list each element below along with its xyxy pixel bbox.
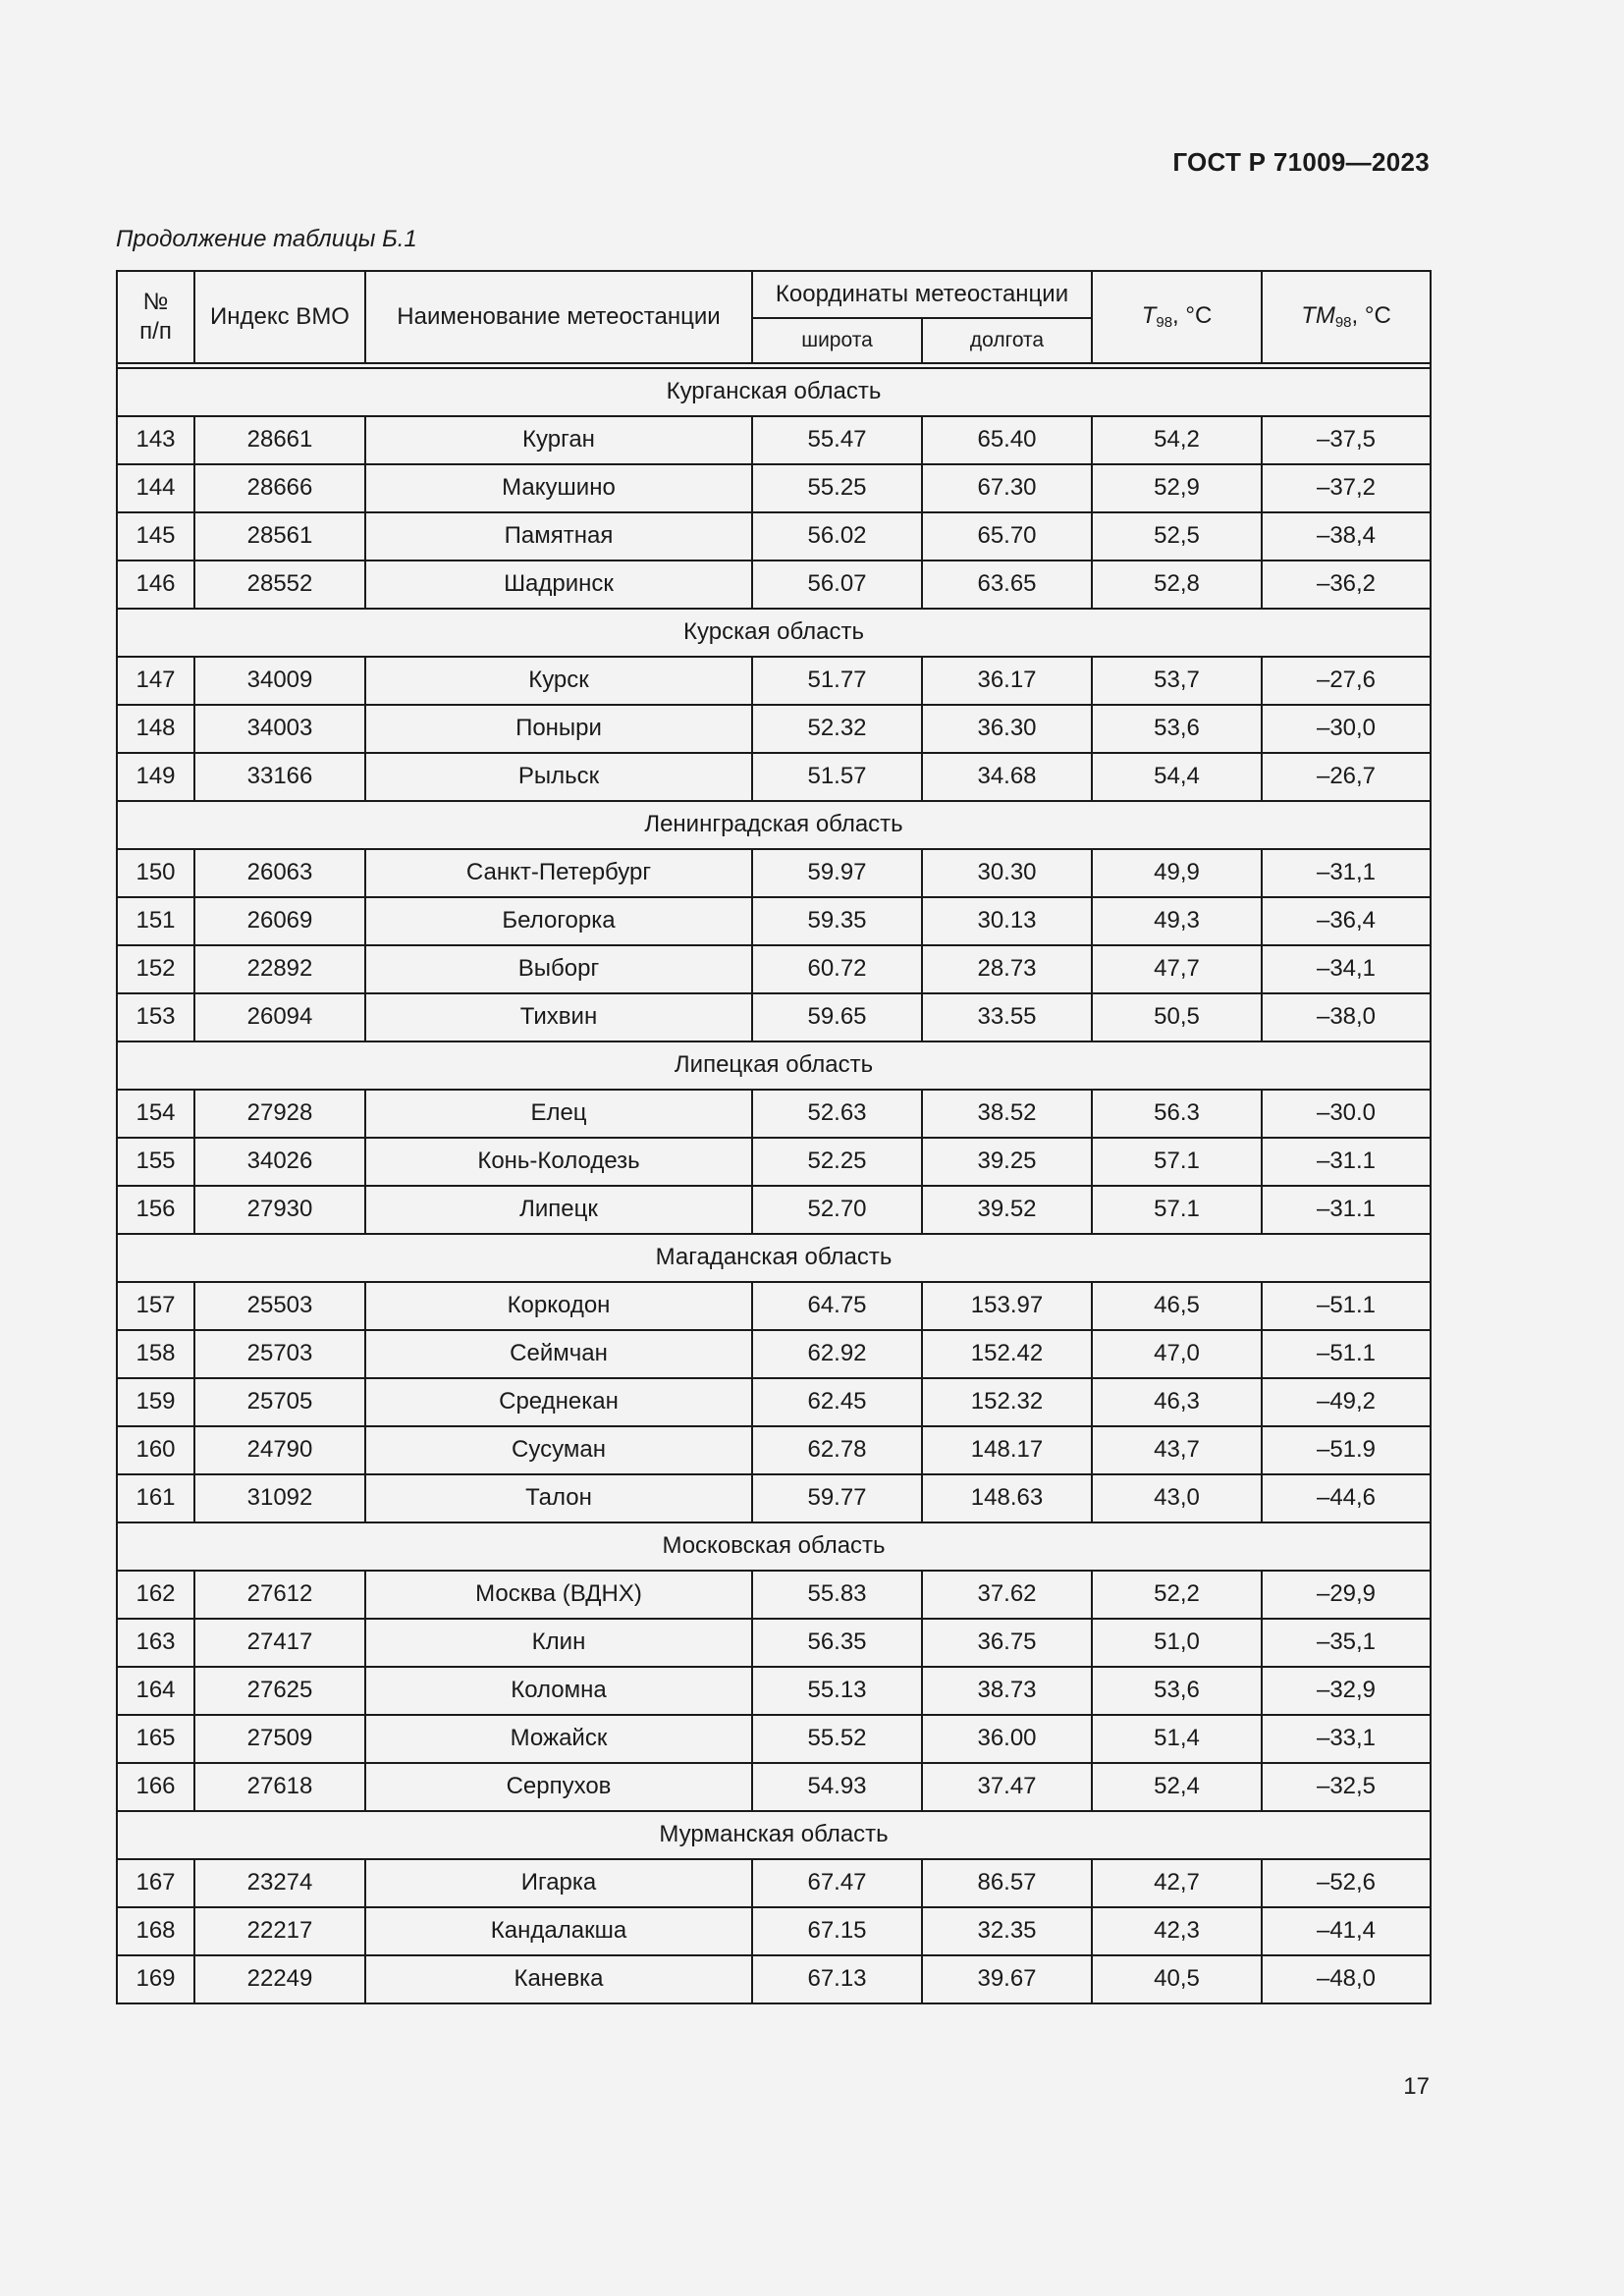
cell-t98: 46,5 [1092, 1282, 1262, 1330]
cell-tm98: –27,6 [1262, 657, 1431, 705]
cell-latitude: 51.77 [752, 657, 922, 705]
cell-wmo-index: 25705 [194, 1378, 365, 1426]
cell-longitude: 65.70 [922, 512, 1092, 561]
cell-station-name: Памятная [365, 512, 752, 561]
cell-station-name: Поныри [365, 705, 752, 753]
cell-t98: 51,4 [1092, 1715, 1262, 1763]
cell-t98: 53,7 [1092, 657, 1262, 705]
table-row [117, 897, 1431, 945]
cell-station-name: Рыльск [365, 753, 752, 801]
cell-longitude: 39.52 [922, 1186, 1092, 1234]
cell-tm98: –32,5 [1262, 1763, 1431, 1811]
cell-t98: 47,0 [1092, 1330, 1262, 1378]
cell-station-name: Клин [365, 1619, 752, 1667]
cell-longitude: 148.17 [922, 1426, 1092, 1474]
cell-tm98: –38,4 [1262, 512, 1431, 561]
cell-wmo-index: 34003 [194, 705, 365, 753]
cell-latitude: 54.93 [752, 1763, 922, 1811]
cell-tm98: –37,2 [1262, 464, 1431, 512]
cell-wmo-index: 22892 [194, 945, 365, 993]
cell-wmo-index: 31092 [194, 1474, 365, 1522]
cell-t98: 54,2 [1092, 416, 1262, 464]
cell-latitude: 52.70 [752, 1186, 922, 1234]
cell-station-name: Курган [365, 416, 752, 464]
col-header-number-label: № п/п [139, 289, 172, 345]
cell-latitude: 60.72 [752, 945, 922, 993]
cell-station-name: Серпухов [365, 1763, 752, 1811]
cell-number: 149 [117, 753, 194, 801]
cell-latitude: 59.97 [752, 849, 922, 897]
cell-latitude: 55.52 [752, 1715, 922, 1763]
region-name: Курская область [117, 609, 1431, 657]
cell-t98: 43,0 [1092, 1474, 1262, 1522]
cell-wmo-index: 28661 [194, 416, 365, 464]
cell-station-name: Сеймчан [365, 1330, 752, 1378]
cell-t98: 49,3 [1092, 897, 1262, 945]
cell-station-name: Сусуман [365, 1426, 752, 1474]
t98-letter: T [1141, 301, 1157, 329]
cell-longitude: 32.35 [922, 1907, 1092, 1955]
cell-tm98: –32,9 [1262, 1667, 1431, 1715]
region-row [117, 1234, 1431, 1282]
cell-longitude: 36.75 [922, 1619, 1092, 1667]
cell-number: 151 [117, 897, 194, 945]
cell-wmo-index: 27612 [194, 1571, 365, 1619]
cell-latitude: 52.63 [752, 1090, 922, 1138]
cell-wmo-index: 28552 [194, 561, 365, 609]
table-row [117, 1955, 1431, 2003]
cell-longitude: 39.25 [922, 1138, 1092, 1186]
cell-station-name: Макушино [365, 464, 752, 512]
cell-longitude: 36.30 [922, 705, 1092, 753]
table-row [117, 1763, 1431, 1811]
cell-t98: 53,6 [1092, 705, 1262, 753]
table-row [117, 945, 1431, 993]
table-row [117, 1715, 1431, 1763]
cell-wmo-index: 27509 [194, 1715, 365, 1763]
cell-tm98: –29,9 [1262, 1571, 1431, 1619]
table-row [117, 1186, 1431, 1234]
cell-longitude: 38.52 [922, 1090, 1092, 1138]
cell-t98: 42,3 [1092, 1907, 1262, 1955]
cell-station-name: Курск [365, 657, 752, 705]
cell-latitude: 59.35 [752, 897, 922, 945]
cell-tm98: –30.0 [1262, 1090, 1431, 1138]
table-row [117, 1330, 1431, 1378]
table-row [117, 705, 1431, 753]
cell-station-name: Можайск [365, 1715, 752, 1763]
cell-longitude: 63.65 [922, 561, 1092, 609]
cell-t98: 50,5 [1092, 993, 1262, 1041]
cell-tm98: –30,0 [1262, 705, 1431, 753]
cell-longitude: 28.73 [922, 945, 1092, 993]
cell-wmo-index: 28561 [194, 512, 365, 561]
cell-latitude: 62.92 [752, 1330, 922, 1378]
cell-t98: 43,7 [1092, 1426, 1262, 1474]
cell-number: 154 [117, 1090, 194, 1138]
cell-latitude: 67.13 [752, 1955, 922, 2003]
cell-wmo-index: 26094 [194, 993, 365, 1041]
table-row [117, 1474, 1431, 1522]
cell-number: 144 [117, 464, 194, 512]
cell-wmo-index: 28666 [194, 464, 365, 512]
cell-wmo-index: 22217 [194, 1907, 365, 1955]
region-row [117, 1522, 1431, 1571]
cell-wmo-index: 33166 [194, 753, 365, 801]
cell-station-name: Санкт-Петербург [365, 849, 752, 897]
cell-tm98: –44,6 [1262, 1474, 1431, 1522]
cell-t98: 47,7 [1092, 945, 1262, 993]
cell-number: 147 [117, 657, 194, 705]
table-row [117, 993, 1431, 1041]
table-row [117, 1138, 1431, 1186]
region-name: Курганская область [117, 368, 1431, 416]
cell-latitude: 59.77 [752, 1474, 922, 1522]
cell-station-name: Тихвин [365, 993, 752, 1041]
cell-station-name: Елец [365, 1090, 752, 1138]
cell-station-name: Каневка [365, 1955, 752, 2003]
cell-t98: 54,4 [1092, 753, 1262, 801]
col-header-tm98 [1262, 271, 1431, 363]
cell-number: 156 [117, 1186, 194, 1234]
cell-t98: 52,2 [1092, 1571, 1262, 1619]
col-header-t98 [1092, 271, 1262, 363]
cell-longitude: 86.57 [922, 1859, 1092, 1907]
cell-tm98: –41,4 [1262, 1907, 1431, 1955]
cell-station-name: Коркодон [365, 1282, 752, 1330]
cell-tm98: –31.1 [1262, 1138, 1431, 1186]
cell-station-name: Игарка [365, 1859, 752, 1907]
cell-longitude: 30.30 [922, 849, 1092, 897]
cell-number: 162 [117, 1571, 194, 1619]
cell-latitude: 62.45 [752, 1378, 922, 1426]
cell-longitude: 33.55 [922, 993, 1092, 1041]
cell-tm98: –26,7 [1262, 753, 1431, 801]
region-row [117, 1811, 1431, 1859]
cell-number: 158 [117, 1330, 194, 1378]
cell-station-name: Кандалакша [365, 1907, 752, 1955]
cell-latitude: 51.57 [752, 753, 922, 801]
col-header-station-name: Наименование метеостанции [365, 271, 752, 363]
cell-station-name: Белогорка [365, 897, 752, 945]
cell-station-name: Москва (ВДНХ) [365, 1571, 752, 1619]
col-header-wmo-index: Индекс ВМО [194, 271, 365, 363]
cell-wmo-index: 23274 [194, 1859, 365, 1907]
cell-latitude: 59.65 [752, 993, 922, 1041]
tm98-subscript: 98 [1334, 313, 1352, 331]
cell-t98: 46,3 [1092, 1378, 1262, 1426]
cell-tm98: –38,0 [1262, 993, 1431, 1041]
table-caption: Продолжение таблицы Б.1 [116, 226, 417, 252]
cell-longitude: 30.13 [922, 897, 1092, 945]
cell-tm98: –36,4 [1262, 897, 1431, 945]
cell-t98: 57.1 [1092, 1138, 1262, 1186]
cell-tm98: –37,5 [1262, 416, 1431, 464]
cell-wmo-index: 26063 [194, 849, 365, 897]
cell-station-name: Конь-Колодезь [365, 1138, 752, 1186]
cell-station-name: Коломна [365, 1667, 752, 1715]
cell-t98: 40,5 [1092, 1955, 1262, 2003]
cell-tm98: –51.1 [1262, 1330, 1431, 1378]
table-row [117, 512, 1431, 561]
cell-station-name: Липецк [365, 1186, 752, 1234]
table-row [117, 657, 1431, 705]
cell-wmo-index: 27928 [194, 1090, 365, 1138]
table-row [117, 1859, 1431, 1907]
cell-t98: 56.3 [1092, 1090, 1262, 1138]
cell-t98: 52,5 [1092, 512, 1262, 561]
cell-wmo-index: 27618 [194, 1763, 365, 1811]
cell-wmo-index: 25703 [194, 1330, 365, 1378]
cell-number: 166 [117, 1763, 194, 1811]
cell-wmo-index: 27625 [194, 1667, 365, 1715]
cell-number: 152 [117, 945, 194, 993]
cell-longitude: 37.47 [922, 1763, 1092, 1811]
table-row [117, 1282, 1431, 1330]
cell-t98: 42,7 [1092, 1859, 1262, 1907]
cell-station-name: Талон [365, 1474, 752, 1522]
cell-t98: 53,6 [1092, 1667, 1262, 1715]
cell-longitude: 152.32 [922, 1378, 1092, 1426]
table-row [117, 1426, 1431, 1474]
cell-wmo-index: 27417 [194, 1619, 365, 1667]
table-row [117, 849, 1431, 897]
cell-wmo-index: 26069 [194, 897, 365, 945]
cell-t98: 51,0 [1092, 1619, 1262, 1667]
cell-number: 165 [117, 1715, 194, 1763]
cell-t98: 52,4 [1092, 1763, 1262, 1811]
cell-latitude: 55.47 [752, 416, 922, 464]
cell-number: 159 [117, 1378, 194, 1426]
cell-longitude: 153.97 [922, 1282, 1092, 1330]
region-name: Липецкая область [117, 1041, 1431, 1090]
document-id: ГОСТ Р 71009—2023 [1172, 147, 1430, 177]
cell-t98: 49,9 [1092, 849, 1262, 897]
region-row [117, 368, 1431, 416]
region-name: Ленинградская область [117, 801, 1431, 849]
cell-number: 146 [117, 561, 194, 609]
cell-latitude: 55.13 [752, 1667, 922, 1715]
cell-t98: 52,8 [1092, 561, 1262, 609]
cell-longitude: 37.62 [922, 1571, 1092, 1619]
region-row [117, 801, 1431, 849]
cell-number: 148 [117, 705, 194, 753]
cell-longitude: 65.40 [922, 416, 1092, 464]
cell-latitude: 62.78 [752, 1426, 922, 1474]
cell-number: 150 [117, 849, 194, 897]
cell-latitude: 55.25 [752, 464, 922, 512]
cell-tm98: –52,6 [1262, 1859, 1431, 1907]
table-header [117, 271, 1431, 363]
t98-unit: , °C [1172, 301, 1213, 329]
cell-latitude: 56.35 [752, 1619, 922, 1667]
cell-wmo-index: 24790 [194, 1426, 365, 1474]
table-row [117, 561, 1431, 609]
cell-longitude: 38.73 [922, 1667, 1092, 1715]
col-header-number [117, 271, 194, 363]
table-row [117, 1619, 1431, 1667]
table-body [117, 363, 1431, 2003]
cell-station-name: Шадринск [365, 561, 752, 609]
cell-longitude: 152.42 [922, 1330, 1092, 1378]
region-name: Магаданская область [117, 1234, 1431, 1282]
cell-latitude: 52.32 [752, 705, 922, 753]
cell-tm98: –34,1 [1262, 945, 1431, 993]
cell-latitude: 67.47 [752, 1859, 922, 1907]
cell-number: 168 [117, 1907, 194, 1955]
cell-number: 155 [117, 1138, 194, 1186]
tm98-letter: TM [1301, 301, 1335, 329]
cell-number: 163 [117, 1619, 194, 1667]
region-name: Московская область [117, 1522, 1431, 1571]
cell-tm98: –51.9 [1262, 1426, 1431, 1474]
cell-number: 143 [117, 416, 194, 464]
table-row [117, 464, 1431, 512]
cell-t98: 52,9 [1092, 464, 1262, 512]
cell-latitude: 56.02 [752, 512, 922, 561]
cell-longitude: 34.68 [922, 753, 1092, 801]
page-number: 17 [1403, 2073, 1430, 2100]
cell-number: 160 [117, 1426, 194, 1474]
cell-latitude: 64.75 [752, 1282, 922, 1330]
region-row [117, 1041, 1431, 1090]
table-row [117, 1907, 1431, 1955]
cell-tm98: –31.1 [1262, 1186, 1431, 1234]
cell-latitude: 52.25 [752, 1138, 922, 1186]
cell-tm98: –33,1 [1262, 1715, 1431, 1763]
cell-latitude: 55.83 [752, 1571, 922, 1619]
table-row [117, 753, 1431, 801]
table-row [117, 1667, 1431, 1715]
cell-latitude: 56.07 [752, 561, 922, 609]
stations-table [116, 270, 1432, 2004]
cell-wmo-index: 27930 [194, 1186, 365, 1234]
cell-longitude: 36.17 [922, 657, 1092, 705]
cell-station-name: Выборг [365, 945, 752, 993]
cell-tm98: –35,1 [1262, 1619, 1431, 1667]
region-row [117, 609, 1431, 657]
table-row [117, 416, 1431, 464]
col-header-longitude: долгота [922, 318, 1092, 363]
cell-number: 161 [117, 1474, 194, 1522]
cell-station-name: Среднекан [365, 1378, 752, 1426]
cell-number: 157 [117, 1282, 194, 1330]
cell-tm98: –48,0 [1262, 1955, 1431, 2003]
cell-number: 169 [117, 1955, 194, 2003]
cell-tm98: –31,1 [1262, 849, 1431, 897]
cell-longitude: 67.30 [922, 464, 1092, 512]
col-header-latitude: широта [752, 318, 922, 363]
cell-number: 164 [117, 1667, 194, 1715]
cell-wmo-index: 34009 [194, 657, 365, 705]
cell-longitude: 36.00 [922, 1715, 1092, 1763]
cell-t98: 57.1 [1092, 1186, 1262, 1234]
cell-longitude: 148.63 [922, 1474, 1092, 1522]
cell-tm98: –51.1 [1262, 1282, 1431, 1330]
col-header-coordinates: Координаты метеостанции [752, 271, 1092, 318]
table-row [117, 1090, 1431, 1138]
cell-wmo-index: 25503 [194, 1282, 365, 1330]
cell-wmo-index: 22249 [194, 1955, 365, 2003]
t98-subscript: 98 [1156, 313, 1173, 331]
cell-wmo-index: 34026 [194, 1138, 365, 1186]
cell-tm98: –36,2 [1262, 561, 1431, 609]
cell-number: 153 [117, 993, 194, 1041]
cell-number: 167 [117, 1859, 194, 1907]
table-row [117, 1378, 1431, 1426]
region-name: Мурманская область [117, 1811, 1431, 1859]
cell-number: 145 [117, 512, 194, 561]
cell-tm98: –49,2 [1262, 1378, 1431, 1426]
table-row [117, 1571, 1431, 1619]
cell-latitude: 67.15 [752, 1907, 922, 1955]
cell-longitude: 39.67 [922, 1955, 1092, 2003]
tm98-unit: , °C [1351, 301, 1391, 329]
